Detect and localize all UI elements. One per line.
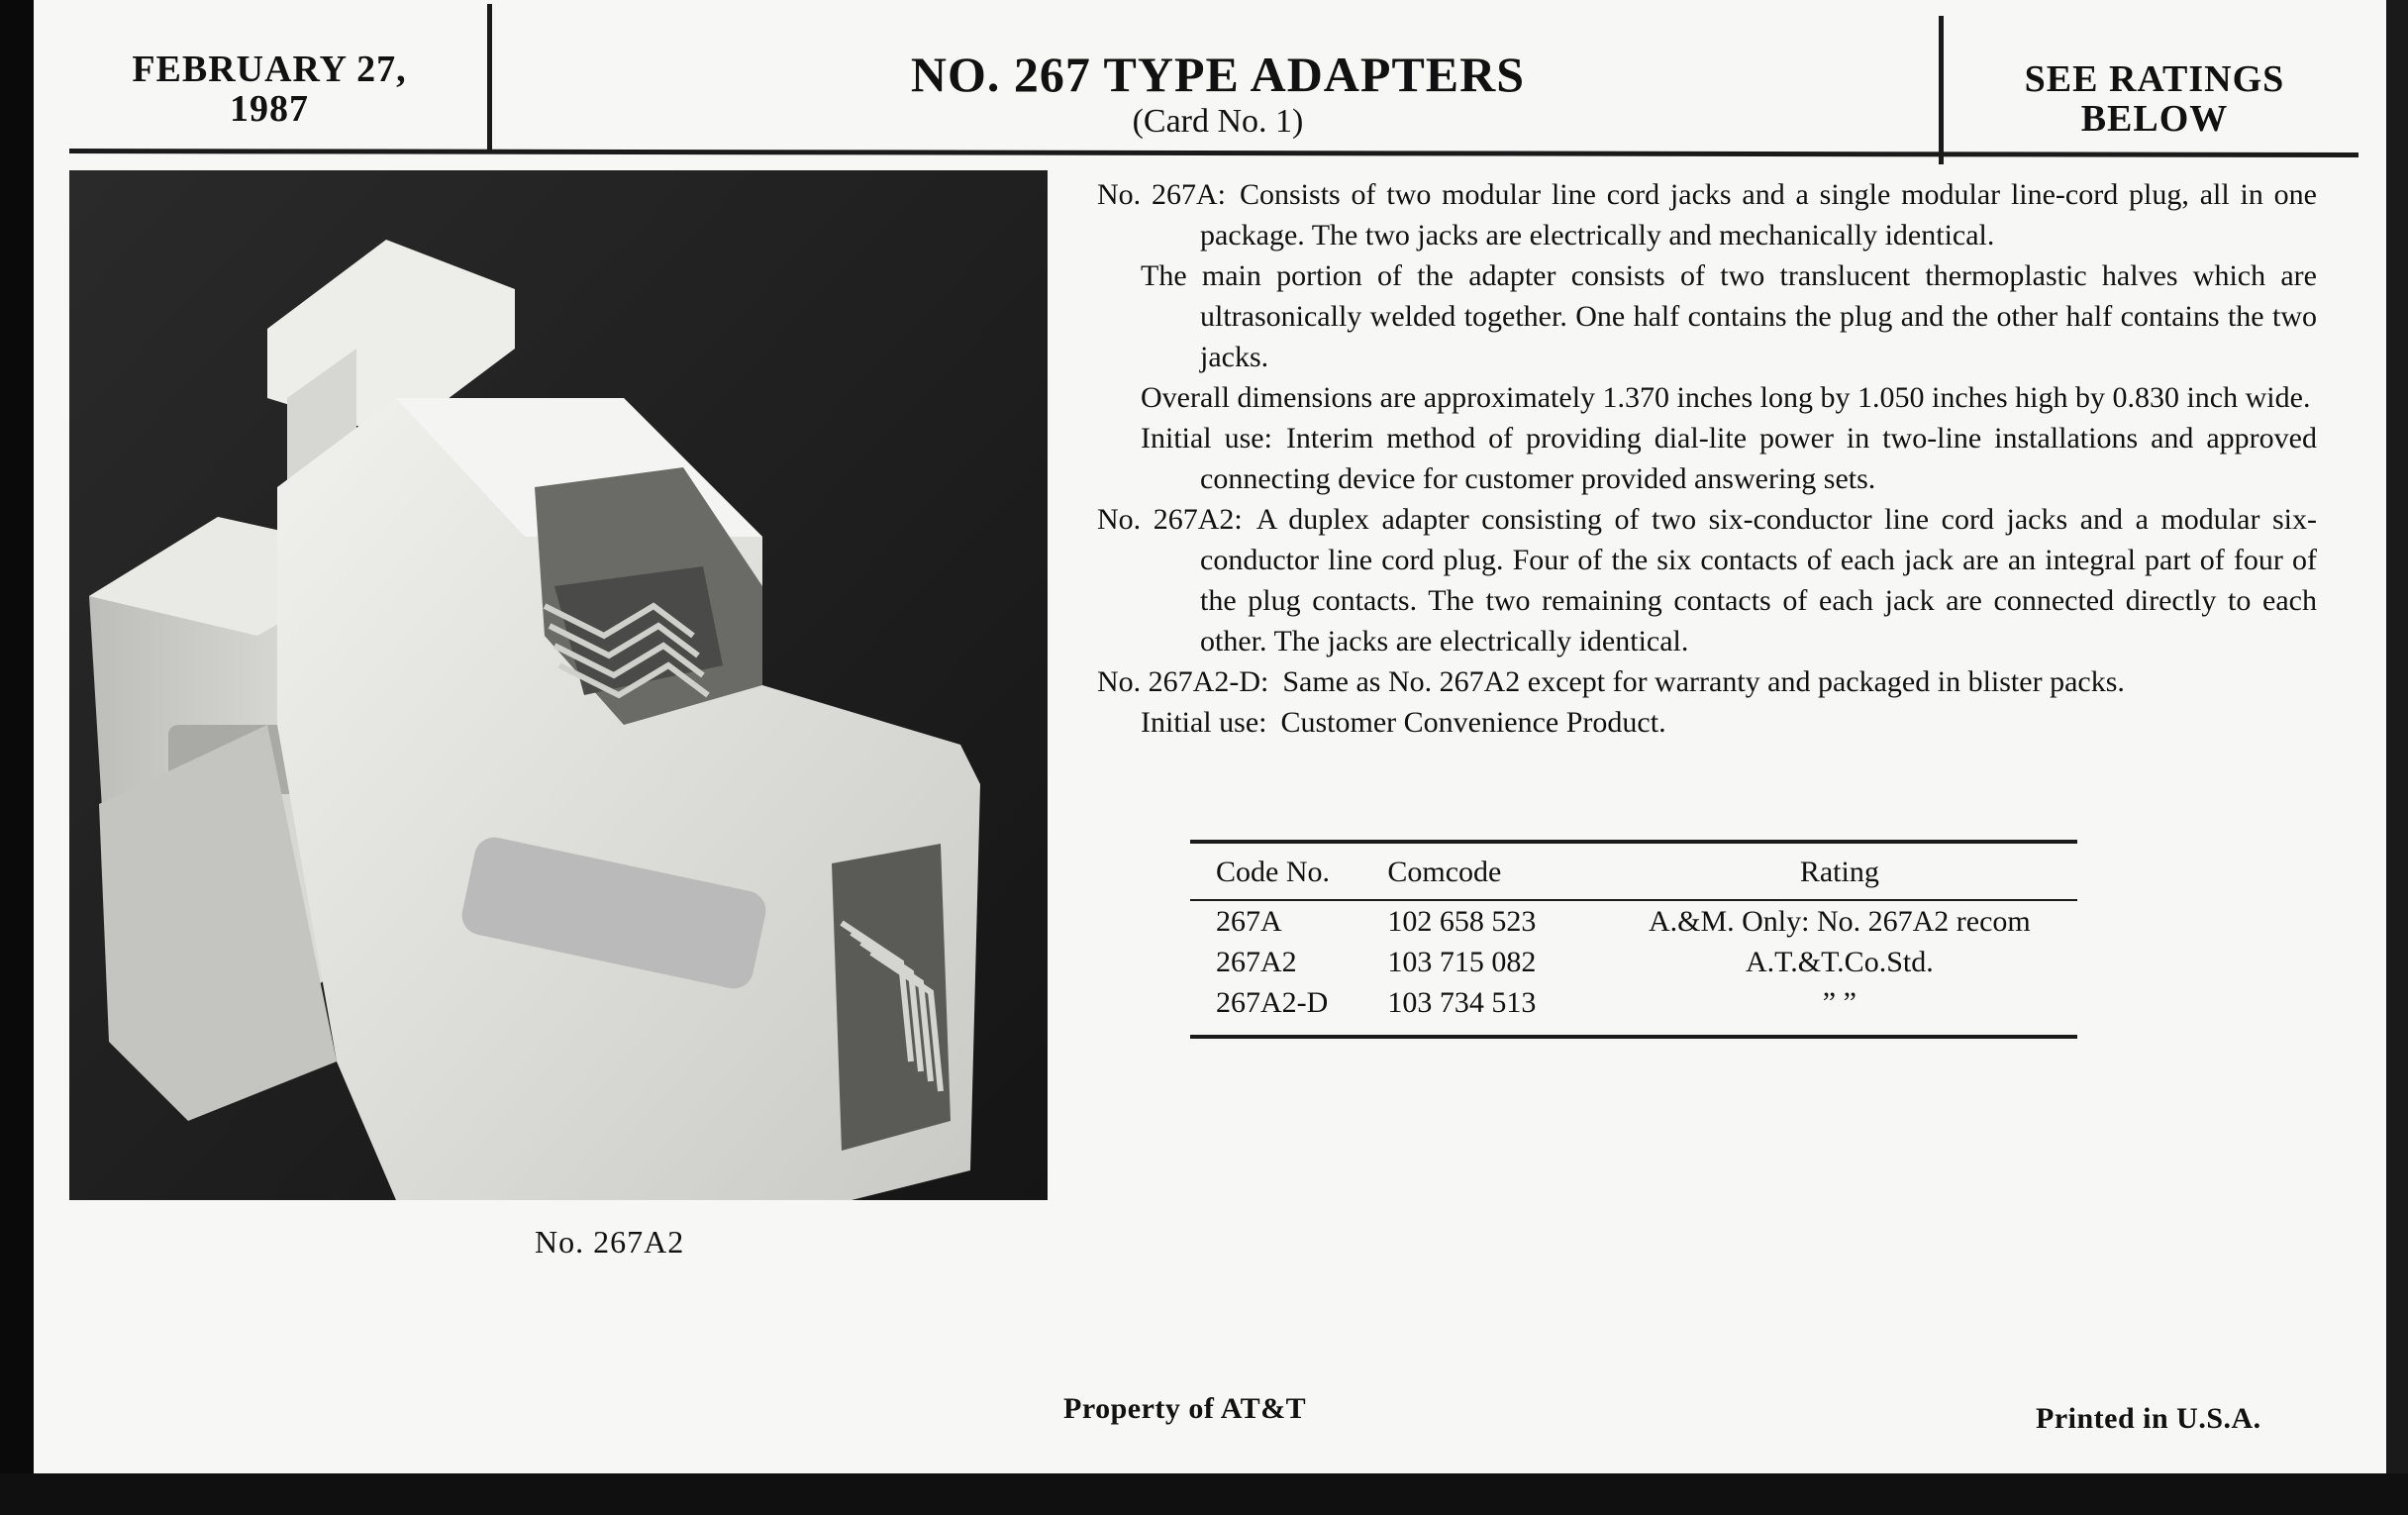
desc-267a2-d-label: No. 267A2-D: <box>1097 665 1269 698</box>
table-rule-bottom <box>1190 1035 2077 1039</box>
header-rating-line1: SEE RATINGS <box>2024 58 2285 100</box>
header-date <box>71 50 467 129</box>
cell-comcode: 103 715 082 <box>1387 946 1537 978</box>
table-row <box>1190 901 2077 942</box>
cell-rating: A.&M. Only: No. 267A2 recom <box>1648 905 2031 938</box>
header-date-line1: FEBRUARY 27, <box>132 49 407 90</box>
desc-initial-use-1-label: Initial use: <box>1141 422 1272 454</box>
cell-comcode: 102 658 523 <box>1387 905 1537 938</box>
table-row <box>1190 982 2077 1035</box>
description <box>1089 174 2317 743</box>
desc-267a2-label: No. 267A2: <box>1097 503 1243 536</box>
footer-printed: Printed in U.S.A. <box>2036 1402 2261 1435</box>
cell-code: 267A2-D <box>1216 986 1329 1019</box>
desc-267a-text: Consists of two modular line cord jacks and a single modular line-cord plug, all in one package. The two jacks are electrically and mechanically identical. <box>1200 178 2317 252</box>
table-row <box>1190 942 2077 982</box>
cell-comcode: 103 734 513 <box>1387 986 1537 1019</box>
header-rating: Rating <box>1799 856 1879 888</box>
ratings-table <box>1190 840 2077 1039</box>
page-title: NO. 267 TYPE ADAPTERS <box>910 47 1526 102</box>
desc-267a-label: No. 267A: <box>1097 178 1226 211</box>
scan-edge-right <box>2386 0 2408 1515</box>
scan-edge-bottom <box>0 1473 2408 1515</box>
table-header-row <box>1190 844 2077 899</box>
footer-property: Property of AT&T <box>1063 1392 1307 1425</box>
header-divider-right <box>1939 16 1944 164</box>
photo-caption: No. 267A2 <box>535 1224 685 1260</box>
cell-rating: A.T.&T.Co.Std. <box>1745 946 1934 978</box>
desc-267a2-text: A duplex adapter consisting of two six-conductor line cord jacks and a modular six-conductor line cord plug. Four of the six contacts of each jack are an integral part of four of the plug contacts. The two remaining contacts of each jack are connected directly to each other. The jacks are electrically identical. <box>1200 503 2317 657</box>
cell-rating: ” ” <box>1822 986 1856 1019</box>
header-rating-note <box>1947 59 2362 139</box>
desc-initial-use-2-text: Customer Convenience Product. <box>1280 706 1666 739</box>
cell-code: 267A2 <box>1216 946 1297 978</box>
page-subtitle: (Card No. 1) <box>1132 103 1304 140</box>
desc-initial-use-1-text: Interim method of providing dial-lite power in two-line installations and approved connecting device for customer provided answering sets. <box>1200 422 2317 495</box>
desc-267a2-d-text: Same as No. 267A2 except for warranty and packaged in blister packs. <box>1282 665 2125 698</box>
header-title-block <box>495 46 1941 141</box>
adapter-illustration <box>69 170 1048 1200</box>
desc-267a <box>1089 174 2317 255</box>
desc-267a2 <box>1089 499 2317 661</box>
header-divider-left <box>487 4 492 152</box>
desc-initial-use-2-label: Initial use: <box>1141 706 1267 739</box>
desc-main-portion: The main portion of the adapter consists of two translucent thermoplastic halves which are ultrasonically welded together. One half contains the plug and the other half contains the two jacks. <box>1141 259 2317 373</box>
desc-initial-use-2 <box>1089 702 2317 743</box>
desc-267a2-d <box>1089 661 2317 702</box>
desc-dimensions: Overall dimensions are approximately 1.370 inches long by 1.050 inches high by 0.830 inch wide. <box>1141 381 2311 414</box>
header-code: Code No. <box>1216 856 1330 888</box>
desc-initial-use-1 <box>1089 418 2317 499</box>
header-rating-line2: BELOW <box>2080 98 2229 140</box>
product-photo <box>69 170 1048 1200</box>
cell-code: 267A <box>1216 905 1282 938</box>
header-date-line2: 1987 <box>230 88 309 130</box>
ratings-grid <box>1190 844 2077 1035</box>
header-comcode: Comcode <box>1387 856 1502 888</box>
